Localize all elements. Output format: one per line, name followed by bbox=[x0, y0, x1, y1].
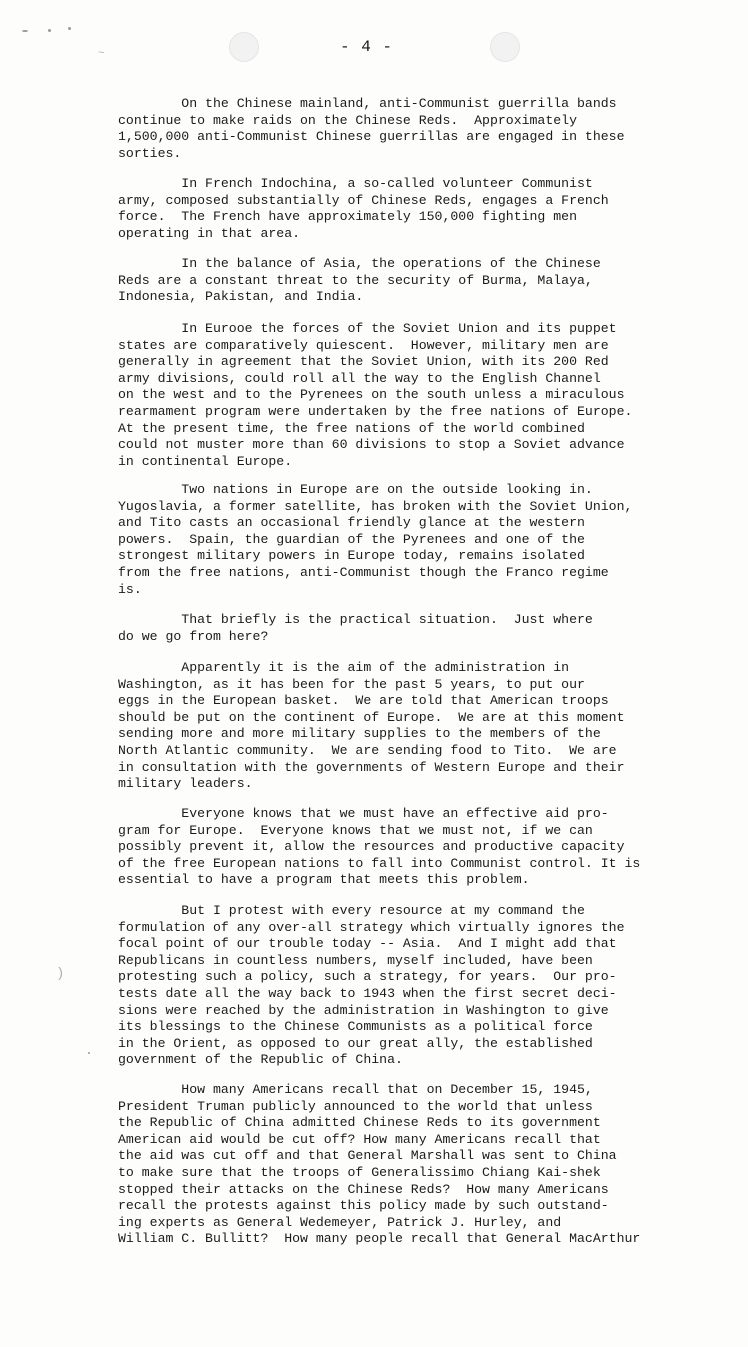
paragraph-administration-aim: Apparently it is the aim of the administration in Washington, as it has been for the past 5 years, to put our eggs in the European basket. We are told that American troops should be put on the continent of Europe. We are at this moment sending more and more military supplies to the members of the North Atlantic community. We are sending food to Tito. We are in consultation with the governments of Western Europe and their military leaders. bbox=[118, 660, 625, 792]
paragraph-chinese-mainland: On the Chinese mainland, anti-Communist guerrilla bands continue to make raids on the Chinese Reds. Approximately 1,500,000 anti-Communist Chinese guerrillas are engaged in these sorties. bbox=[118, 96, 625, 161]
paragraph-europe-forces: In Eurooe the forces of the Soviet Union and its puppet states are comparatively quiescent. However, military men are generally in agreement that the Soviet Union, with its 200 Red army divisions, could roll all the way to the English Channel on the west and to the Pyrenees on the south unless a miraculous rearmament program were undertaken by the free nations of Europe. At the present time, the free nations of the world combined could not muster more than 60 divisions to stop a Soviet advance in continental Europe. bbox=[118, 321, 633, 469]
paragraph-balance-of-asia: In the balance of Asia, the operations of the Chinese Reds are a constant threat to the security of Burma, Malaya, Indonesia, Pakistan, and India. bbox=[118, 256, 601, 305]
margin-speck bbox=[68, 27, 71, 30]
paragraph-protest: But I protest with every resource at my command the formulation of any over-all strategy which virtually ignores the focal point of our trouble today -- Asia. And I might add that Republicans in countless numbers, myself included, have been protesting such a policy, such a strategy, for years. Our pro- tests date all the way back to 1943 when the first secret deci- sions were reached by the administration in Washington to give its blessings to the Chinese Communists as a political force in the Orient, as opposed to our great ally, the established government of the Republic of China. bbox=[118, 903, 625, 1068]
paragraph-french-indochina: In French Indochina, a so-called volunteer Communist army, composed substantially of Chinese Reds, engages a French force. The French have approximately 150,000 fighting men operating in that area. bbox=[118, 176, 609, 241]
paragraph-americans-recall: How many Americans recall that on December 15, 1945, President Truman publicly announced to the world that unless the Republic of China admitted Chinese Reds to its government American aid would be cut off? How many Americans recall that the aid was cut off and that General Marshall was sent to China to make sure that the troops of Generalissimo Chiang Kai-shek stopped their attacks on the Chinese Reds? How many Americans recall the protests against this policy made by such outstand- ing experts as General Wedemeyer, Patrick J. Hurley, and William C. Bullitt? How many people recall that General MacArthur bbox=[118, 1082, 641, 1247]
punch-hole-right bbox=[490, 32, 520, 62]
margin-speck bbox=[22, 30, 28, 32]
margin-tick-mark: ~ bbox=[98, 48, 105, 60]
margin-speck bbox=[88, 1052, 90, 1054]
paragraph-aid-program: Everyone knows that we must have an effective aid pro- gram for Europe. Everyone knows that we must not, if we can possibly prevent it, allow the resources and productive capacity of the free European nations to fall into Communist control. It is essential to have a program that meets this problem. bbox=[118, 806, 641, 888]
punch-hole-left bbox=[229, 32, 259, 62]
paragraph-two-nations: Two nations in Europe are on the outside looking in. Yugoslavia, a former satellite, has broken with the Soviet Union, and Tito casts an occasional friendly glance at the western powers. Spain, the guardian of the Pyrenees and one of the strongest military powers in Europe today, remains isolated from the free nations, anti-Communist though the Franco regime is. bbox=[118, 482, 633, 597]
paragraph-practical-situation: That briefly is the practical situation. Just where do we go from here? bbox=[118, 612, 593, 644]
page-number: - 4 - bbox=[340, 38, 394, 56]
margin-speck bbox=[48, 29, 51, 32]
margin-bracket-mark: ) bbox=[56, 966, 65, 982]
